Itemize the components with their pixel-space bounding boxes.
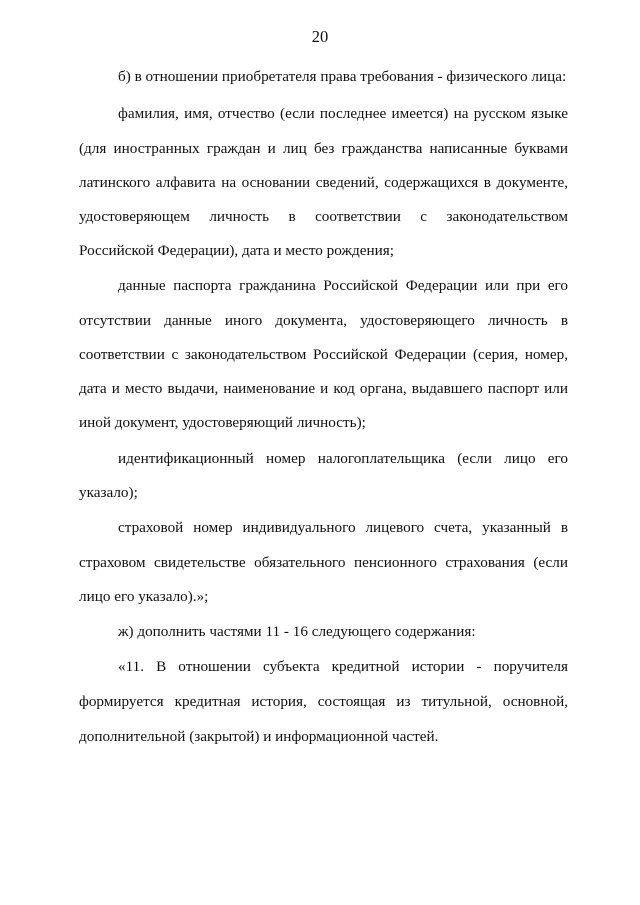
paragraph-line: (для иностранных граждан и лиц без гражданства написанные буквами [79,140,568,157]
paragraph-line: дата и место выдачи, наименование и код органа, выдавшего паспорт или [79,380,568,397]
paragraph-line: соответствии с законодательством Российской Федерации (серия, номер, [79,346,568,363]
paragraph-line: б) в отношении приобретателя права требования - физического лица: [118,68,567,85]
page-number: 20 [311,27,329,46]
paragraph-line: лицо его указало).»; [79,588,209,605]
paragraph-line: дополнительной (закрытой) и информационной частей. [79,728,439,745]
paragraph-line: латинского алфавита на основании сведений, содержащихся в документе, [79,174,568,191]
paragraph-line: указало); [79,484,138,501]
paragraph-line: формируется кредитная история, состоящая из титульной, основной, [79,693,568,710]
paragraph-line: иной документ, удостоверяющий личность); [79,414,366,431]
paragraph-line: отсутствии данные иного документа, удостоверяющего личность в [79,312,568,329]
paragraph-line: Российской Федерации), дата и место рождения; [79,242,394,259]
paragraph-line: удостоверяющем личность в соответствии с законодательством [79,208,568,225]
paragraph-line: страховом свидетельстве обязательного пенсионного страхования (если [79,554,568,571]
paragraph-line: фамилия, имя, отчество (если последнее имеется) на русском языке [118,105,568,122]
paragraph-line: идентификационный номер налогоплательщика (если лицо его [118,450,568,467]
paragraph-line: ж) дополнить частями 11 - 16 следующего содержания: [118,623,476,640]
paragraph-line: «11. В отношении субъекта кредитной истории - поручителя [118,658,568,675]
paragraph-line: данные паспорта гражданина Российской Федерации или при его [118,277,568,294]
paragraph-line: страховой номер индивидуального лицевого счета, указанный в [118,519,568,536]
